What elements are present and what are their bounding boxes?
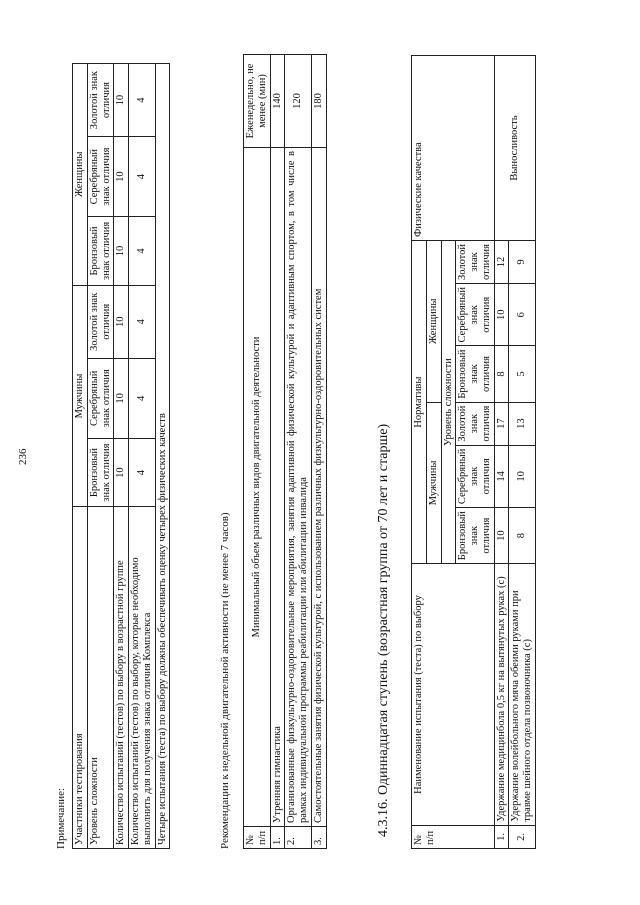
value-cell: 8 [509,508,536,564]
table-row [494,56,509,849]
value-cell: 4 [129,285,156,358]
value-cell: 8 [494,346,509,402]
table-row [285,55,312,849]
col-name-header: Наименование испытания (теста) по выбору [412,564,495,826]
row-activity: Самостоятельные занятия физической культурой, с использованием различных физкультурно-оздоровительных систем [311,147,326,826]
quality-value: Выносливость [494,56,535,241]
level-gold-women: Золотой знак отличия [87,64,114,137]
level-gold-men: Золотой знак отличия [87,285,114,358]
value-cell: 10 [509,445,536,507]
level-silver-men: Серебряный знак отличия [456,445,494,507]
recommendation-title: Рекомендации к недельной двигательной активности (не менее 7 часов) [219,512,231,849]
row-activity: Утренняя гимнастика [270,147,285,826]
women-header: Женщины [73,64,88,286]
level-silver-women: Серебряный знак отличия [87,137,114,217]
men-header: Мужчины [426,402,441,564]
table-row [129,64,156,849]
level-bronze-women: Бронзовый знак отличия [87,217,114,286]
value-cell: 4 [129,137,156,217]
row-num: 2. [509,825,536,848]
value-cell: 12 [494,241,509,284]
col-num-header: № п/п [412,825,495,848]
page-number: 236 [17,448,29,465]
table-row [270,55,285,849]
value-cell: 10 [494,284,509,346]
table-row [311,55,326,849]
level-silver-women: Серебряный знак отличия [456,284,494,346]
row-label: Количество испытаний (тестов) по выбору, которые необходимо выполнить для получения знака отличия Комплекса [129,507,156,849]
col-activity-header: Минимальный объем различных видов двигательной деятельности [244,147,271,826]
value-cell: 10 [494,508,509,564]
men-header: Мужчины [73,285,88,507]
value-cell: 10 [114,438,129,507]
women-header: Женщины [426,241,441,403]
value-cell: 9 [509,241,536,284]
value-cell: 4 [129,438,156,507]
row-time: 140 [270,55,285,148]
row-name: Удержание волейбольного мяча обеими руками при травме шейного отдела позвоночника (с) [509,564,536,826]
level-bronze-men: Бронзовый знак отличия [87,438,114,507]
table-norms [411,55,536,849]
table-footer: Четыре испытания (теста) по выбору должны обеспечивать оценку четырех физических качеств [155,64,170,849]
value-cell: 10 [114,285,129,358]
col-num-header: № п/п [244,827,271,849]
participants-label: Участники тестирования [73,507,88,849]
level-silver-men: Серебряный знак отличия [87,358,114,438]
row-name: Удержание медицинбола 0,5 кг на вытянутых руках (с) [494,564,509,826]
row-num: 1. [494,825,509,848]
row-num: 1. [270,827,285,849]
value-cell: 4 [129,358,156,438]
difficulty-label: Уровень сложности [87,507,114,849]
value-cell: 10 [114,137,129,217]
difficulty-header: Уровень сложности [441,241,456,564]
value-cell: 14 [494,445,509,507]
value-cell: 5 [509,346,536,402]
level-gold-women: Золотой знак отличия [456,241,494,284]
value-cell: 10 [114,64,129,137]
table-participants [72,63,170,849]
col-time-header: Еженедельно, не менее (мин) [244,55,271,148]
value-cell: 10 [114,358,129,438]
value-cell: 13 [509,402,536,445]
row-activity: Организованные физкультурно-оздоровительные мероприятия, занятия адаптивной физической культурой и адаптивным спортом, в том числе в рамках индивидуальной программы реабилитации или абилитации инвалида [285,147,312,826]
row-time: 180 [311,55,326,148]
table-row [114,64,129,849]
row-num: 3. [311,827,326,849]
value-cell: 10 [114,217,129,286]
row-label: Количество испытаний (тестов) по выбору в возрастной группе [114,507,129,849]
value-cell: 17 [494,402,509,445]
section-title: 4.3.16. Одиннадцатая ступень (возрастная группа от 70 лет и старше) [376,423,391,837]
level-bronze-women: Бронзовый знак отличия [456,346,494,402]
level-gold-men: Золотой знак отличия [456,402,494,445]
note-label: Примечание: [55,787,67,849]
value-cell: 4 [129,217,156,286]
quality-header: Физические качества [412,56,495,241]
row-num: 2. [285,827,312,849]
value-cell: 6 [509,284,536,346]
table-activity [243,54,327,849]
level-bronze-men: Бронзовый знак отличия [456,508,494,564]
value-cell: 4 [129,64,156,137]
row-time: 120 [285,55,312,148]
norms-header: Нормативы [412,241,427,564]
